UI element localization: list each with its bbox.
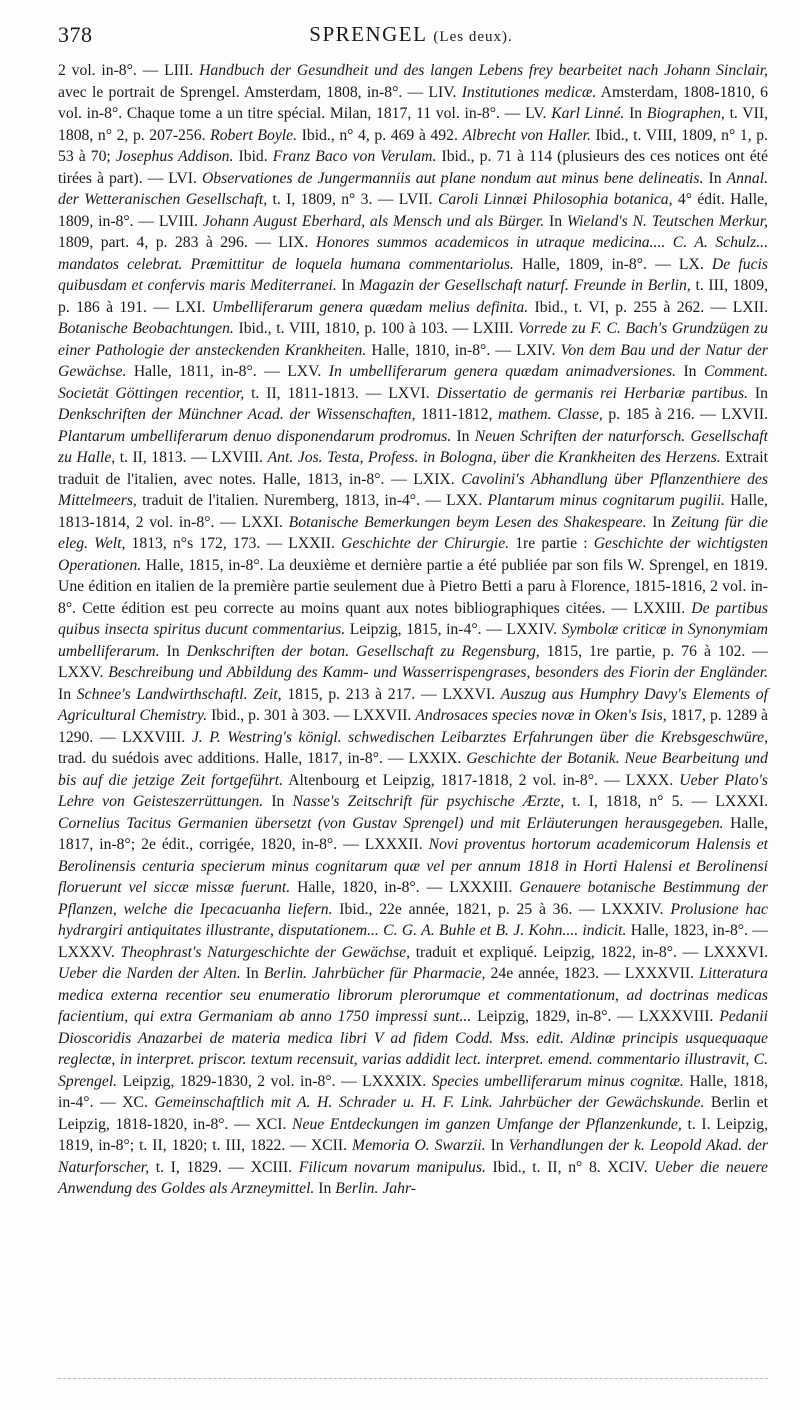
citation-text: Halle, 1815, in-8°. La deuxième et dernière partie a été publiée par son fils W. Sprengel, en 1819. Une édition en italien de la première partie seulement due à Pietro Betti a paru à Florence, 1815-1816, 2 vol. in-8°. Cette édition est peu correcte au moins quant aux notes bibliographiques citées. — LXXIII. — [58, 556, 768, 617]
running-title — [58, 22, 764, 47]
work-title: Ueber die Narden der Alten. — [58, 965, 241, 982]
work-title: Geschichte der wichtigsten Operationen. — [58, 535, 768, 574]
citation-text: traduit de l'italien. Nuremberg, 1813, in-4°. — LXX. — [136, 492, 488, 509]
citation-text: In — [263, 793, 293, 810]
work-title: Berlin. Jahr- — [335, 1180, 417, 1197]
work-title: mathem. Classe, — [497, 406, 603, 423]
work-title: Josephus Addison. — [115, 148, 234, 165]
citation-text: Halle, 1823, in-8°. — LXXXV. — [58, 922, 768, 961]
citation-text: 1re partie : — [509, 535, 594, 552]
citation-text: In — [703, 169, 727, 187]
running-title-name: SPRENGEL — [309, 22, 427, 46]
work-title: Novi proventus hortorum academicorum Halensis et Berolinensis centuria specierum minus cognitarum quæ vel per annum 1818 in Horti Halensi et Berolinensi floruerunt vel siccæ missæ fuerunt. — [58, 836, 768, 896]
work-title: Neue Entdeckungen im ganzen Umfange der Pflanzenkunde, — [292, 1115, 682, 1133]
citation-text: Halle, 1820, in-8°. — LXXXIII. — [290, 879, 520, 896]
work-title: De fucis quibusdam et confervis maris Mediterranei. — [58, 255, 768, 294]
work-title: Androsaces species novæ in Oken's Isis, — [415, 707, 667, 724]
citation-text: In — [159, 642, 187, 660]
citation-text: In — [58, 685, 77, 703]
work-title: In umbelliferarum genera quædam animadversiones. — [328, 363, 677, 380]
footer-rule — [58, 1378, 768, 1379]
work-title: Memoria O. Swarzii. — [352, 1137, 486, 1154]
citation-text: Halle, 1813-1814, 2 vol. in-8°. — LXXI. — [58, 492, 768, 531]
work-title: Nasse's Zeitschrift für psychische Ærzte, — [292, 793, 565, 810]
citation-text: Ibid. — [233, 148, 273, 165]
work-title: Symbolæ criticæ in Synonymiam umbelliferarum. — [58, 621, 768, 660]
work-title: Wieland's N. Teutschen Merkur, — [566, 212, 769, 230]
citation-text: Ibid., t. VIII, 1809, n° 1, p. 53 à 70; — [58, 126, 768, 165]
work-title: Gemeinschaftlich mit A. H. Schrader u. H. F. Link. Jahrbücher der Gewächskunde. — [154, 1094, 705, 1111]
citation-text: Leipzig, 1829-1830, 2 vol. in-8°. — LXXXIX. — [117, 1072, 432, 1090]
bibliography-paragraph — [58, 60, 768, 1200]
citation-text: In — [451, 427, 475, 445]
work-title: Ueber Plato's Lehre von Geisteszerrüttungen. — [58, 771, 768, 810]
work-title: Botanische Bemerkungen beym Lesen des Shakespeare. — [288, 513, 647, 531]
citation-text: Halle, 1809, in-8°. — LX. — [513, 255, 712, 273]
citation-text: Altenbourg et Leipzig, 1817-1818, 2 vol. in-8°. — LXXX. — [283, 771, 680, 789]
work-title: Berlin. Jahrbücher für Pharmacie, — [263, 965, 486, 982]
work-title: Plantarum umbelliferarum denuo disponendarum prodromus. — [58, 427, 452, 445]
work-title: Johann August Eberhard, als Mensch und als Bürger. — [202, 212, 545, 230]
work-title: Plantarum minus cognitarum pugilii. — [487, 492, 725, 509]
work-title: Biographen, — [646, 105, 725, 122]
work-title: Denkschriften der Münchner Acad. der Wissenschaften, — [58, 406, 416, 423]
work-title: Geschichte der Chirurgie. — [341, 535, 510, 552]
work-title: Observationes de Jungermanniis aut plane nondum aut minus bene delineatis. — [201, 169, 704, 187]
work-title: Annal. der Wetteranischen Gesellschaft, — [58, 169, 768, 208]
work-title: Karl Linné. — [551, 105, 625, 122]
citation-text: Leipzig, 1815, in-4°. — LXXIV. — [345, 621, 562, 638]
citation-text: Ibid., 22e année, 1821, p. 25 à 36. — LXXXIV. — [332, 900, 671, 918]
citation-text: t. II, 1813. — LXVIII. — [115, 449, 268, 466]
work-title: Auszug aus Humphry Davy's Elements of Agricultural Chemistry. — [58, 685, 768, 724]
work-title: Ant. Jos. Testa, Profess. in Bologna, über die Krankheiten des Herzens. — [267, 449, 721, 466]
work-title: Filicum novarum manipulus. — [298, 1158, 486, 1176]
citation-text: Amsterdam, 1808-1810, 6 vol. in-8°. Chaque tome a un titre spécial. Milan, 1817, 11 vol. in-8°. — LV. — [58, 83, 768, 122]
work-title: Neuen Schriften der naturforsch. Gesellschaft zu Halle, — [58, 427, 769, 466]
citation-text: In — [646, 513, 672, 531]
work-title: Schnee's Landwirthschaftl. Zeit, — [76, 685, 282, 703]
citation-text: Ibid., p. 301 à 303. — LXXVII. — [207, 707, 416, 724]
citation-text: Berlin et Leipzig, 1818-1820, in-8°. — XCI. — [58, 1094, 768, 1133]
work-title: Prolusione hac hydrargiri antiquitates illustrante, disputationem... C. G. A. Buhle et B. J. Kohn.... indicit. — [58, 900, 768, 939]
work-title: Botanische Beobachtungen. — [58, 320, 234, 337]
citation-text: 1815, 1re partie, p. 76 à 102. — LXXV. — [58, 642, 768, 681]
work-title: Genauere botanische Bestimmung der Pflanzen, welche die Ipecacuanha liefern. — [58, 879, 768, 918]
citation-text: 24e année, 1823. — LXXXVII. — [485, 965, 700, 982]
citation-text: Ibid., t. VIII, 1810, p. 100 à 103. — LXIII. — [233, 320, 519, 337]
citation-text: In — [240, 965, 264, 982]
citation-text: Ibid., p. 71 à 114 (plusieurs des ces notices ont été tirées à part). — LVI. — [58, 148, 768, 187]
citation-text: Extrait traduit de l'italien, avec notes. Halle, 1813, in-8°. — LXIX. — [58, 449, 768, 488]
citation-text: Ibid., t. II, n° 8. XCIV. — [485, 1158, 655, 1176]
work-title: Caroli Linnæi Philosophia botanica, — [437, 191, 673, 208]
citation-text: 1817, p. 1289 à 1290. — LXXVIII. — [58, 707, 768, 746]
citation-text: Halle, 1818, in-4°. — XC. — [58, 1072, 768, 1111]
work-title: Litteratura medica externa recentior seu enumeratio librorum plerorumque et commentationum, ad doctrinas medicas facientium, qui extra Germaniam ab anno 1750 impressi sunt... — [58, 965, 768, 1025]
citation-text: t. II, 1811-1813. — LXVI. — [244, 384, 437, 402]
work-title: J. P. Westring's königl. schwedischen Leibarztes Erfahrungen über die Krebsgeschwüre, — [191, 728, 768, 746]
citation-text: In — [485, 1137, 509, 1154]
work-title: Robert Boyle. — [210, 126, 298, 144]
citation-text: 4° édit. Halle, 1809, in-8°. — LVIII. — [58, 191, 768, 230]
citation-text: 1811-1812, — [415, 406, 498, 423]
citation-text: t. I, 1809, n° 3. — LVII. — [267, 191, 438, 208]
work-title: Pedanii Dioscoridis Anazarbei de materia medica libri V ad fidem Codd. Mss. edit. Aldinæ principis usquequaque reglectæ, in interpret. priscor. textum recensuit, varias addidit lect. interpret. emend. commentario illustravit, C. Sprengel. — [58, 1008, 768, 1090]
work-title: Magazin der Gesellschaft naturf. Freunde in Berlin, — [359, 277, 691, 294]
citation-text: trad. du suédois avec additions. Halle, 1817, in-8°. — LXXIX. — [58, 750, 467, 767]
citation-text: traduit et expliqué. Leipzig, 1822, in-8°. — LXXXVI. — [410, 943, 769, 961]
citation-text: t. VII, 1808, n° 2, p. 207-256. — [58, 105, 768, 144]
citation-text: In — [748, 384, 768, 402]
work-title: Geschichte der Botanik. Neue Bearbeitung und bis auf die jetzige Zeit fortgeführt. — [58, 750, 768, 789]
work-title: Albrecht von Haller. — [462, 126, 591, 144]
work-title: Beschreibung und Abbildung des Kamm- und Wasserrispengrases, besonders des Fiorin der Engländer. — [108, 664, 768, 681]
work-title: Zeitung für die eleg. Welt, — [58, 513, 768, 552]
citation-text: 1809, part. 4, p. 283 à 296. — LIX. — [58, 234, 316, 251]
work-title: Comment. Societät Göttingen recentior, — [58, 363, 768, 402]
work-title: Species umbelliferarum minus cognitæ. — [431, 1072, 684, 1090]
work-title: Verhandlungen der k. Leopold Akad. der Naturforscher, — [58, 1137, 768, 1176]
work-title: Honores summos academicos in utraque medicina.... C. A. Schulz... mandatos celebrat. Præmittitur de loquela humana commentariolus. — [58, 234, 768, 273]
running-title-sub: (Les deux). — [433, 29, 513, 45]
citation-text: 2 vol. in-8°. — LIII. — [58, 62, 200, 79]
citation-text: In — [314, 1180, 336, 1197]
work-title: Cornelius Tacitus Germanien übersetzt (von Gustav Sprengel) und mit Erläuterungen herausgegeben. — [58, 814, 724, 832]
work-title: De partibus quibus insecta spiritus ducunt commentarius. — [58, 599, 768, 638]
citation-text: 1813, n°s 172, 173. — LXXII. — [125, 535, 341, 552]
citation-text: Leipzig, 1829, in-8°. — LXXXVIII. — [471, 1008, 720, 1025]
page-number: 378 — [58, 22, 93, 47]
work-title: Ueber die neuere Anwendung des Goldes als Arzneymittel. — [58, 1158, 768, 1197]
citation-text: Ibid., n° 4, p. 469 à 492. — [297, 126, 463, 144]
citation-text: 1815, p. 213 à 217. — LXXVI. — [281, 685, 501, 703]
work-title: Denkschriften der botan. Gesellschaft zu Regensburg, — [186, 642, 540, 660]
citation-text: t. I. Leipzig, 1819, in-8°; t. II, 1820; t. III, 1822. — XCII. — [58, 1115, 768, 1154]
work-title: Theophrast's Naturgeschichte der Gewächse, — [120, 943, 411, 961]
citation-text: In — [676, 363, 704, 380]
citation-text: t. I, 1829. — XCIII. — [149, 1158, 299, 1176]
work-title: Dissertatio de germanis rei Herbariæ partibus. — [436, 384, 749, 402]
work-title: Von dem Bau und der Natur der Gewächse. — [58, 341, 768, 380]
citation-text: In — [544, 212, 567, 230]
work-title: Umbelliferarum genera quædam melius definita. — [211, 298, 529, 316]
work-title: Institutiones medicæ. — [461, 83, 597, 101]
citation-text: Ibid., t. VI, p. 255 à 262. — LXII. — [528, 298, 768, 316]
citation-text: p. 185 à 216. — LXVII. — [602, 406, 768, 423]
work-title: Franz Baco von Verulam. — [272, 148, 437, 165]
work-title: Cavolini's Abhandlung über Pflanzenthiere des Mittelmeers, — [58, 470, 768, 509]
citation-text: In — [336, 277, 360, 294]
citation-text: avec le portrait de Sprengel. Amsterdam, 1808, in-8°. — LIV. — [58, 83, 462, 101]
bibliography-text — [58, 60, 768, 1200]
citation-text: Halle, 1817, in-8°; 2e édit., corrigée, 1820, in-8°. — LXXXII. — [58, 814, 768, 853]
page-header — [58, 22, 764, 52]
citation-text: Halle, 1810, in-8°. — LXIV. — [366, 341, 561, 359]
work-title: Vorrede zu F. C. Bach's Grundzügen zu einer Pathologie der ansteckenden Krankheiten. — [58, 320, 768, 359]
work-title: Handbuch der Gesundheit und des langen Lebens frey bearbeitet nach Johann Sinclair, — [199, 62, 768, 79]
citation-text: In — [624, 105, 647, 122]
citation-text: t. I, 1818, n° 5. — LXXXI. — [564, 793, 768, 810]
citation-text: t. III, 1809, p. 186 à 191. — LXI. — [58, 277, 768, 316]
citation-text: Halle, 1811, in-8°. — LXV. — [126, 363, 329, 380]
